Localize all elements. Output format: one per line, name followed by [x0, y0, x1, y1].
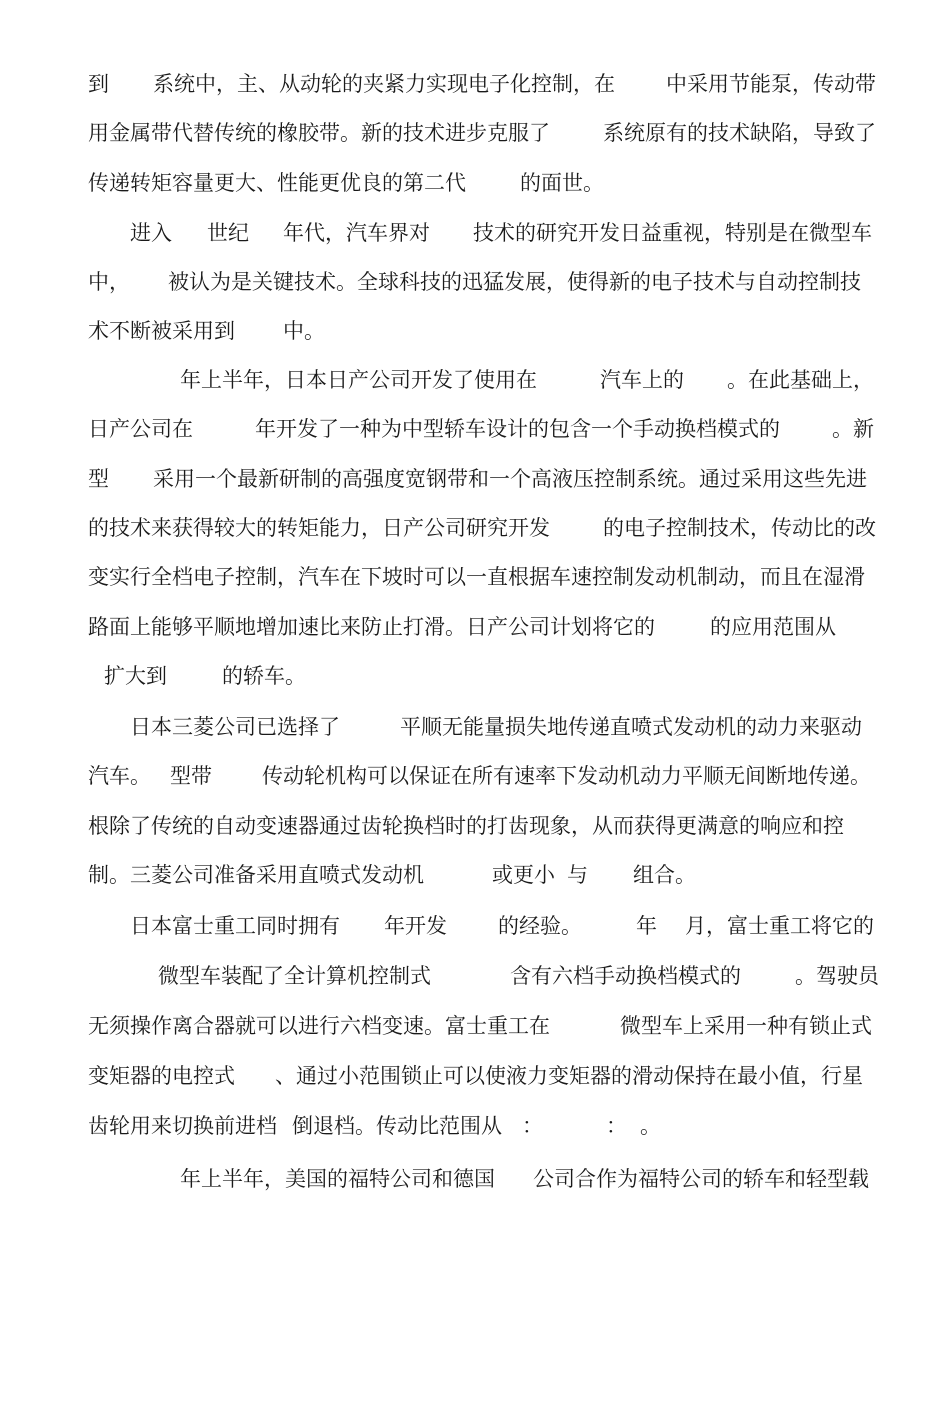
text-segment: 扩大到 — [104, 664, 167, 688]
text-segment: 或更小 — [492, 863, 555, 887]
text-line — [0, 704, 950, 750]
text-segment: 到 — [88, 72, 109, 96]
text-segment: 齿轮用来切换前进档 — [88, 1114, 277, 1138]
text-line — [0, 259, 950, 305]
text-segment: 变矩器的电控式 — [88, 1064, 235, 1088]
text-segment: 年上半年，美国的福特公司和德国 — [180, 1167, 495, 1191]
text-segment: ： — [606, 1114, 627, 1138]
text-segment: ： — [522, 1114, 543, 1138]
text-segment: 的技术来获得较大的转矩能力，日产公司研究开发 — [88, 516, 550, 540]
text-line — [0, 357, 950, 403]
text-line — [0, 604, 950, 650]
text-segment: 传递转矩容量更大、性能更优良的第二代 — [88, 171, 466, 195]
text-segment: 无须操作离合器就可以进行六档变速。富士重工在 — [88, 1014, 550, 1038]
text-segment: 中。 — [283, 319, 325, 343]
text-line — [0, 308, 950, 354]
text-line — [0, 554, 950, 600]
text-line — [0, 803, 950, 849]
text-line — [0, 753, 950, 799]
text-segment: 。新 — [832, 417, 874, 441]
text-segment: 年上半年，日本日产公司开发了使用在 — [180, 368, 537, 392]
text-segment: 型带 — [170, 764, 212, 788]
text-line — [0, 160, 950, 206]
text-line — [0, 1156, 950, 1202]
text-segment: 的轿车。 — [222, 664, 306, 688]
text-segment: 。 — [640, 1114, 661, 1138]
text-segment: 传动轮机构可以保证在所有速率下发动机动力平顺无间断地传递。 — [262, 764, 871, 788]
text-segment: 日本富士重工同时拥有 — [130, 914, 340, 938]
text-segment: 汽车上的 — [600, 368, 684, 392]
text-line — [0, 406, 950, 452]
text-segment: 年开发 — [384, 914, 447, 938]
text-segment: 、通过小范围锁止可以使液力变矩器的滑动保持在最小值，行星 — [275, 1064, 863, 1088]
text-segment: 日本三菱公司已选择了 — [130, 715, 340, 739]
text-segment: 日产公司在 — [88, 417, 193, 441]
text-segment: 根除了传统的自动变速器通过齿轮换档时的打齿现象，从而获得更满意的响应和控 — [88, 814, 844, 838]
text-segment: 公司合作为福特公司的轿车和轻型载 — [533, 1167, 869, 1191]
text-segment: 与 — [567, 863, 588, 887]
text-segment: 年 — [636, 914, 657, 938]
text-segment: 的电子控制技术，传动比的改 — [603, 516, 876, 540]
text-segment: 。在此基础上， — [727, 368, 874, 392]
text-segment: 技术的研究开发日益重视，特别是在微型车 — [473, 221, 872, 245]
text-line — [0, 1003, 950, 1049]
text-segment: 。驾驶员 — [795, 964, 879, 988]
text-segment: 术不断被采用到 — [88, 319, 235, 343]
text-segment: 微型车上采用一种有锁止式 — [620, 1014, 872, 1038]
text-line — [0, 1103, 950, 1149]
text-segment: 微型车装配了全计算机控制式 — [158, 964, 431, 988]
text-line — [0, 903, 950, 949]
text-line — [0, 852, 950, 898]
text-segment: 年代，汽车界对 — [283, 221, 430, 245]
text-segment: 的面世。 — [520, 171, 604, 195]
text-segment: 组合。 — [633, 863, 696, 887]
text-line — [0, 110, 950, 156]
text-segment: 路面上能够平顺地增加速比来防止打滑。日产公司计划将它的 — [88, 615, 655, 639]
text-segment: 含有六档手动换档模式的 — [510, 964, 741, 988]
text-segment: 系统中，主、从动轮的夹紧力实现电子化控制，在 — [153, 72, 615, 96]
text-segment: 被认为是关键技术。全球科技的迅猛发展，使得新的电子技术与自动控制技 — [168, 270, 861, 294]
text-segment: 的应用范围从 — [710, 615, 836, 639]
text-segment: 月，富士重工将它的 — [685, 914, 874, 938]
text-segment: 的经验。 — [498, 914, 582, 938]
text-segment: 中采用节能泵，传动带 — [666, 72, 876, 96]
text-segment: 制。三菱公司准备采用直喷式发动机 — [88, 863, 424, 887]
text-segment: 进入 — [130, 221, 172, 245]
text-segment: 倒退档。传动比范围从 — [292, 1114, 502, 1138]
text-line — [0, 1053, 950, 1099]
text-segment: 世纪 — [207, 221, 249, 245]
text-line — [0, 953, 950, 999]
text-segment: 系统原有的技术缺陷，导致了 — [603, 121, 876, 145]
text-line — [0, 61, 950, 107]
text-segment: 汽车。 — [88, 764, 151, 788]
text-segment: 变实行全档电子控制，汽车在下坡时可以一直根据车速控制发动机制动，而且在湿滑 — [88, 565, 865, 589]
text-segment: 平顺无能量损失地传递直喷式发动机的动力来驱动 — [400, 715, 862, 739]
text-segment: 中， — [88, 270, 130, 294]
text-segment: 年开发了一种为中型轿车设计的包含一个手动换档模式的 — [255, 417, 780, 441]
text-segment: 型 — [88, 467, 109, 491]
text-line — [0, 505, 950, 551]
text-segment: 采用一个最新研制的高强度宽钢带和一个高液压控制系统。通过采用这些先进 — [153, 467, 867, 491]
text-segment: 用金属带代替传统的橡胶带。新的技术进步克服了 — [88, 121, 550, 145]
text-line — [0, 653, 950, 699]
text-line — [0, 210, 950, 256]
text-line — [0, 456, 950, 502]
